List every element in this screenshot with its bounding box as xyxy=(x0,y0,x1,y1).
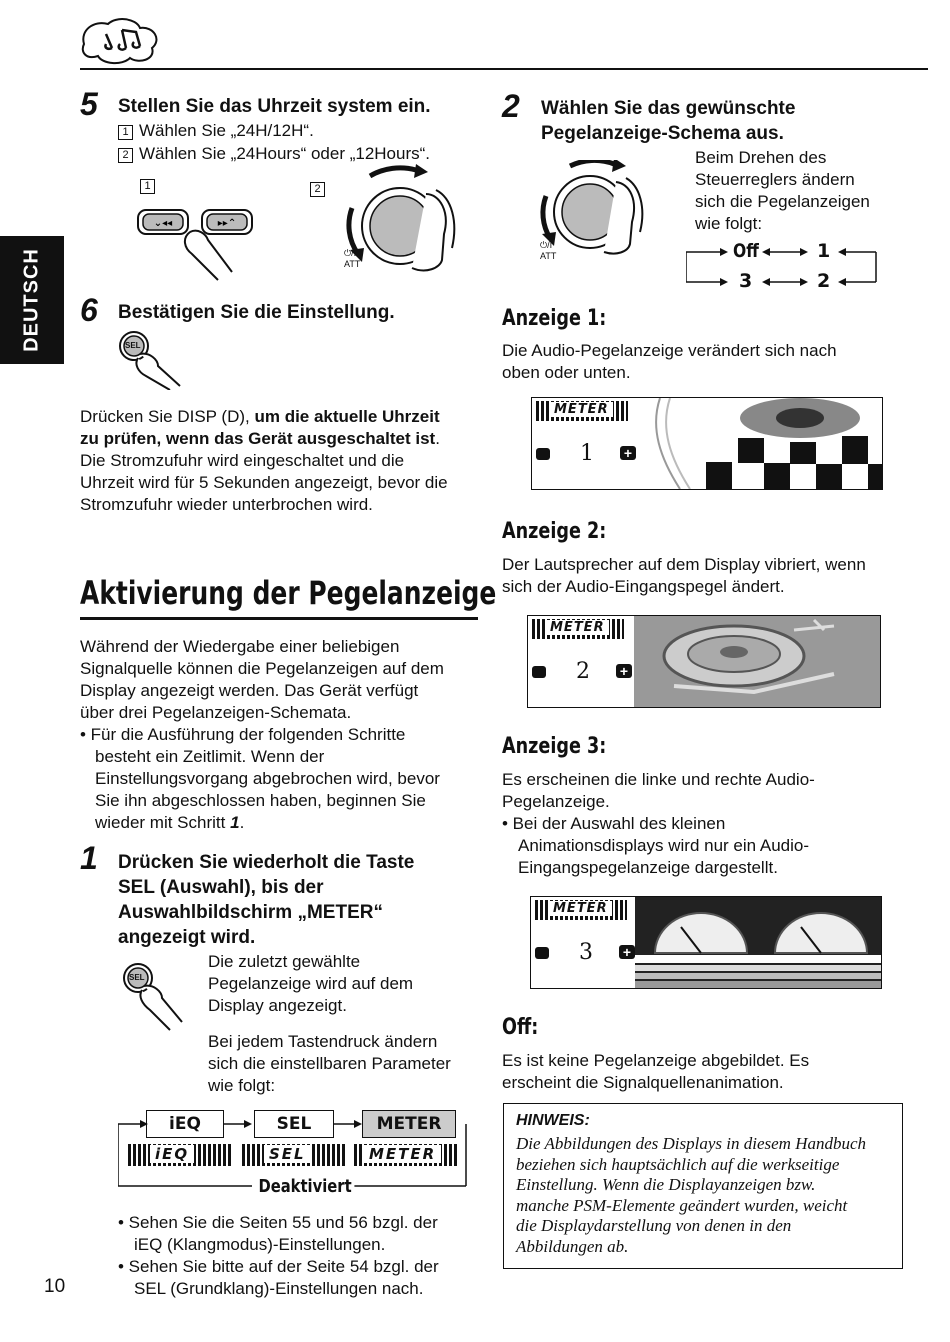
intro-line: über drei Pegelanzeigen-Schemata. xyxy=(80,703,352,722)
minus-icon xyxy=(532,666,546,678)
att-label-bottom: ATT xyxy=(540,251,557,261)
hinweis-box xyxy=(503,1103,903,1269)
intro-line: Signalquelle können die Pegelanzeigen auf dem xyxy=(80,659,444,678)
step1-description xyxy=(208,951,478,1017)
cycle-3: 3 xyxy=(739,270,753,292)
anzeige-3-text xyxy=(502,769,922,879)
note-bullet-line: SEL (Grundklang)-Einstellungen nach. xyxy=(134,1279,424,1298)
sub-step-number: 2 xyxy=(118,148,133,163)
figure-label-2: 2 xyxy=(310,182,325,197)
lcd-display-2 xyxy=(527,615,881,708)
step-heading-line: SEL (Auswahl), bis der xyxy=(118,877,324,898)
intro-bullet-line: . xyxy=(239,813,245,832)
sub-step xyxy=(118,120,314,142)
description-line: wie folgt: xyxy=(695,214,763,233)
hinweis-title: HINWEIS: xyxy=(516,1112,590,1129)
note-bullet: • Sehen Sie bitte auf der Seite 54 bzgl. der xyxy=(118,1257,439,1276)
intro-bullet: • Für die Ausführung der folgenden Schritte xyxy=(80,725,406,744)
hinweis-line: Einstellung. Wenn die Displayanzeigen bzw. xyxy=(516,1175,816,1194)
disp-text-bold: zu prüfen, wenn das Gerät ausgeschaltet ist xyxy=(80,429,436,448)
description-line: wie folgt: xyxy=(208,1076,276,1095)
plus-icon: + xyxy=(616,664,632,678)
step-number: 5 xyxy=(80,86,98,122)
svg-text:⌄◂◂: ⌄◂◂ xyxy=(153,218,173,229)
flow-strip-label: iEQ xyxy=(150,1145,194,1163)
description-line: Steuerreglers ändern xyxy=(695,170,855,189)
lcd-meter-tag xyxy=(535,900,627,920)
step-heading-line: Drücken Sie wiederholt die Taste xyxy=(118,852,415,873)
disp-text: . xyxy=(435,429,440,448)
note-bullet: • Sehen Sie die Seiten 55 und 56 bzgl. der xyxy=(118,1213,438,1232)
description-line: Pegelanzeige wird auf dem xyxy=(208,974,414,993)
anzeige-bullet-line: Animationsdisplays wird nur ein Audio- xyxy=(518,836,810,855)
step-number: 1 xyxy=(80,840,98,876)
sub-step-number: 1 xyxy=(118,125,133,140)
hinweis-text xyxy=(516,1134,896,1257)
minus-icon xyxy=(535,947,549,959)
step-heading-line: Auswahlbildschirm „METER“ xyxy=(118,902,383,923)
language-tab xyxy=(0,236,64,364)
sel-button-illustration xyxy=(116,330,186,390)
description-line: Beim Drehen des xyxy=(695,148,827,167)
plus-icon: + xyxy=(620,446,636,460)
lcd-meter-label: METER xyxy=(550,402,613,417)
lcd-display-1 xyxy=(531,397,883,490)
step-number: 6 xyxy=(80,292,98,328)
off-text xyxy=(502,1050,922,1094)
lcd-meter-tag xyxy=(532,619,624,639)
step2-description xyxy=(695,147,895,235)
music-notes-icon xyxy=(78,14,162,66)
hinweis-line: beziehen sich hauptsächlich auf die werkseitige xyxy=(516,1154,840,1174)
hinweis-line: Die Abbildungen des Displays in diesem Handbuch xyxy=(516,1134,867,1153)
intro-bullet-line: Einstellungsvorgang abgebrochen wird, bevor xyxy=(95,769,440,788)
svg-text:▸▸⌃: ▸▸⌃ xyxy=(217,218,237,229)
cycle-off: Off xyxy=(733,240,759,262)
disp-text: Drücken Sie DISP (D), xyxy=(80,407,255,426)
att-label-top: ⏻/I xyxy=(344,248,357,258)
anzeige-line: Die Audio-Pegelanzeige verändert sich nach xyxy=(502,341,837,360)
figure-label xyxy=(310,180,331,198)
minus-icon xyxy=(536,448,550,460)
flow-strip-meter xyxy=(354,1144,458,1166)
section-rule xyxy=(80,617,478,620)
description-line: Die zuletzt gewählte xyxy=(208,952,361,971)
flow-strip-label: METER xyxy=(364,1145,441,1163)
flow-box-sel: SEL xyxy=(254,1110,334,1138)
figure-label xyxy=(140,177,161,195)
disp-text: Die Stromzufuhr wird eingeschaltet und die xyxy=(80,451,405,470)
hinweis-line: manche PSM-Elemente geändert wurden, weicht xyxy=(516,1195,848,1215)
lcd-number: 2 xyxy=(576,659,590,684)
step-heading-line: Wählen Sie das gewünschte xyxy=(541,98,796,119)
lcd-number: 1 xyxy=(580,441,594,466)
speaker-graphic xyxy=(634,616,880,707)
page-number: 10 xyxy=(44,1276,66,1297)
anzeige-1-title: Anzeige 1: xyxy=(502,306,607,331)
intro-bullet-line: Sie ihn abgeschlossen haben, beginnen Sie xyxy=(95,791,426,810)
anzeige-bullet: • Bei der Auswahl des kleinen xyxy=(502,814,726,833)
flow-return-label: Deaktiviert xyxy=(256,1176,354,1197)
intro-line: Während der Wiedergabe einer beliebigen xyxy=(80,637,400,656)
disp-text: Stromzufuhr wieder unterbrochen wird. xyxy=(80,495,373,514)
anzeige-2-title: Anzeige 2: xyxy=(502,519,607,544)
flow-strip-label: SEL xyxy=(264,1145,311,1163)
step-heading xyxy=(118,850,414,950)
hinweis-line: Abbildungen ab. xyxy=(516,1236,629,1256)
lcd-number: 3 xyxy=(579,940,593,965)
flow-box-ieq: iEQ xyxy=(146,1110,224,1138)
intro-bullet-line: besteht ein Zeitlimit. Wenn der xyxy=(95,747,325,766)
step1-cycle-description xyxy=(208,1031,478,1097)
sel-button-label: SEL xyxy=(125,341,141,350)
disp-text: Uhrzeit wird für 5 Sekunden angezeigt, bevor die xyxy=(80,473,448,492)
off-title: Off: xyxy=(502,1015,539,1040)
disp-paragraph xyxy=(80,406,480,516)
button-press-illustration xyxy=(132,196,262,282)
plus-icon: + xyxy=(619,945,635,959)
step-number: 2 xyxy=(502,88,520,124)
sub-step xyxy=(118,143,430,165)
sub-step-text: Wählen Sie „24H/12H“. xyxy=(139,121,314,140)
anzeige-2-text xyxy=(502,554,922,598)
sel-button-label: SEL xyxy=(129,973,145,982)
off-line: erscheint die Signalquellenanimation. xyxy=(502,1073,784,1092)
lcd-meter-label: METER xyxy=(546,620,609,635)
flow-strip-sel xyxy=(242,1144,346,1166)
note-bullet-line: iEQ (Klangmodus)-Einstellungen. xyxy=(134,1235,386,1254)
anzeige-3-title: Anzeige 3: xyxy=(502,734,607,759)
step-heading-line: angezeigt wird. xyxy=(118,927,256,948)
cycle-diagram xyxy=(686,240,882,292)
step-reference: 1 xyxy=(230,813,240,832)
description-line: sich die Pegelanzeigen xyxy=(695,192,870,211)
dual-meter-graphic xyxy=(635,897,881,988)
lcd-meter-label: METER xyxy=(549,901,612,916)
step-heading-line: Pegelanzeige-Schema aus. xyxy=(541,123,784,144)
cycle-2: 2 xyxy=(817,270,831,292)
figure-label-1: 1 xyxy=(140,179,155,194)
step-heading: Bestätigen Sie die Einstellung. xyxy=(118,302,395,323)
sub-step-text: Wählen Sie „24Hours“ oder „12Hours“. xyxy=(139,144,431,163)
flow-diagram xyxy=(118,1108,470,1200)
notes-list xyxy=(118,1212,478,1300)
header-rule xyxy=(80,68,928,70)
section-title: Aktivierung der Pegelanzeige xyxy=(80,574,497,612)
intro-paragraph xyxy=(80,636,480,834)
att-label-bottom: ATT xyxy=(344,259,361,269)
anzeige-line: oben oder unten. xyxy=(502,363,631,382)
cycle-1: 1 xyxy=(817,240,831,262)
step-heading xyxy=(541,96,795,146)
lcd-display-3 xyxy=(530,896,882,989)
off-line: Es ist keine Pegelanzeige abgebildet. Es xyxy=(502,1051,810,1070)
description-line: sich die einstellbaren Parameter xyxy=(208,1054,451,1073)
lcd-meter-tag xyxy=(536,401,628,421)
hinweis-line: die Displaydarstellung von denen in den xyxy=(516,1216,792,1235)
disp-text-bold: um die aktuelle Uhrzeit xyxy=(254,407,440,426)
intro-line: Display angezeigt werden. Das Gerät verfügt xyxy=(80,681,419,700)
level-meter-graphic xyxy=(640,398,882,489)
flow-box-meter: METER xyxy=(362,1110,456,1138)
description-line: Bei jedem Tastendruck ändern xyxy=(208,1032,438,1051)
intro-bullet-line: wieder mit Schritt xyxy=(95,813,231,832)
flow-strip-ieq xyxy=(128,1144,232,1166)
att-label-top: ⏻/I xyxy=(540,240,553,250)
step-heading: Stellen Sie das Uhrzeit system ein. xyxy=(118,96,431,117)
anzeige-line: Der Lautsprecher auf dem Display vibriert, wenn xyxy=(502,555,866,574)
description-line: Display angezeigt. xyxy=(208,996,347,1015)
anzeige-line: Pegelanzeige. xyxy=(502,792,610,811)
anzeige-line: sich der Audio-Eingangspegel ändert. xyxy=(502,577,785,596)
anzeige-line: Es erscheinen die linke und rechte Audio- xyxy=(502,770,815,789)
anzeige-bullet-line: Eingangspegelanzeige dargestellt. xyxy=(518,858,778,877)
anzeige-1-text xyxy=(502,340,922,384)
language-label: DEUTSCH xyxy=(20,248,43,352)
